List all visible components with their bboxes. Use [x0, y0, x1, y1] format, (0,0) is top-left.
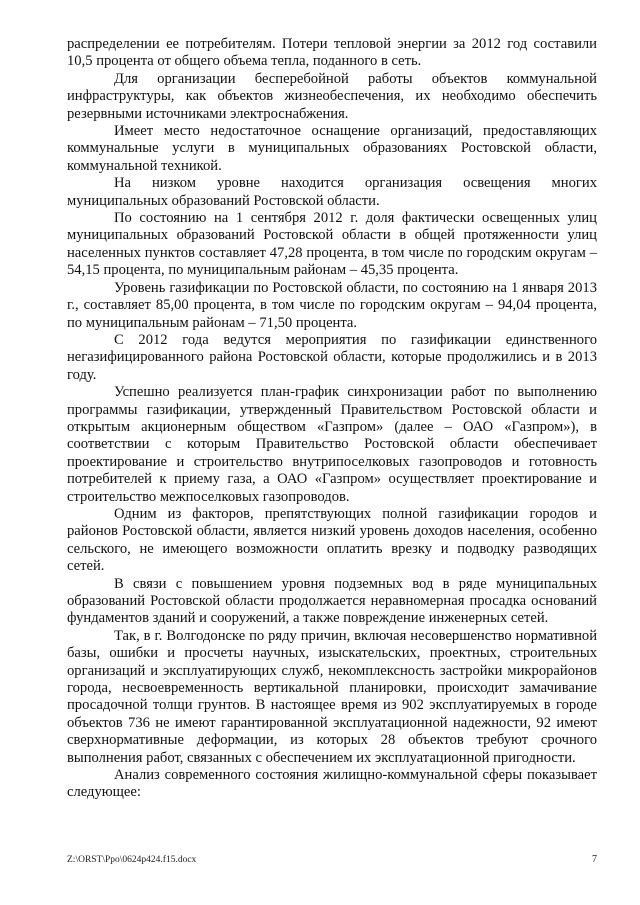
paragraph-1: распределении ее потребителям. Потери тепловой энергии за 2012 год составили 10,5 процента от общего объема тепла, поданного в сеть.: [67, 36, 597, 70]
paragraph-9: Одним из факторов, препятствующих полной газификации городов и районов Ростовской области, является низкий уровень доходов населения, особенно сельского, не имеющего возможности оплатить врезку и подводку разводящих сетей.: [67, 505, 597, 575]
paragraph-3: Имеет место недостаточное оснащение организаций, предоставляющих коммунальные услуги в муниципальных образованиях Ростовской области, коммунальной техникой.: [67, 123, 597, 174]
paragraph-10: В связи с повышением уровня подземных вод в ряде муниципальных образований Ростовской области продолжается неравномерная просадка оснований фундаментов зданий и сооружений, а также повреждение инженерных сетей.: [67, 575, 597, 627]
paragraph-7: С 2012 года ведутся мероприятия по газификации единственного негазифицированного района Ростовской области, которые продолжились и в 2013 году.: [67, 331, 597, 383]
paragraph-8: Успешно реализуется план-график синхронизации работ по выполнению программы газификации, утвержденный Правительством Ростовской области и открытым акционерным обществом «Газпром» (далее – ОАО «Газпром»), в соответствии с которым Правительство Ростовской области обеспечивает проектирование и строительство внутрипоселковых газопроводов и готовность потребителей к приему газа, а ОАО «Газпром» осуществляет проектирование и строительство межпоселковых газопроводов.: [67, 384, 597, 505]
page-number: 7: [592, 854, 597, 865]
paragraph-4: На низком уровне находится организация освещения многих муниципальных образований Ростовской области.: [67, 175, 597, 209]
paragraph-11: Так, в г. Волгодонске по ряду причин, включая несовершенство нормативной базы, ошибки и просчеты научных, изыскательских, проектных, строительных организаций и эксплуатирующих служб, некомплексность застройки микрорайонов города, несвоевременность вертикальной планировки, происходит замачивание просадочной толщи грунтов. В настоящее время из 902 эксплуатируемых в городе объектов 736 не имеют гарантированной эксплуатационной надежности, 92 имеют сверхнормативные деформации, из которых 28 объектов требуют срочного выполнения работ, связанных с обеспечением их эксплуатационной пригодности.: [67, 627, 597, 766]
paragraph-6: Уровень газификации по Ростовской области, по состоянию на 1 января 2013 г., составляет 85,00 процента, в том числе по городским округам – 94,04 процента, по муниципальным районам – 71,50 процента.: [67, 279, 597, 331]
paragraph-2: Для организации бесперебойной работы объектов коммунальной инфраструктуры, как объектов жизнеобеспечения, их необходимо обеспечить резервными источниками электроснабжения.: [67, 70, 597, 122]
footer-file-path: Z:\ORST\Ppo\0624p424.f15.docx: [67, 855, 197, 865]
document-body: [67, 36, 597, 802]
paragraph-5: По состоянию на 1 сентября 2012 г. доля фактически освещенных улиц муниципальных образований Ростовской области в общей протяженности улиц населенных пунктов составляет 47,28 процента, в том числе по городским округам – 54,15 процента, по муниципальным районам – 45,35 процента.: [67, 210, 597, 279]
paragraph-12: Анализ современного состояния жилищно-коммунальной сферы показывает следующее:: [67, 767, 597, 801]
